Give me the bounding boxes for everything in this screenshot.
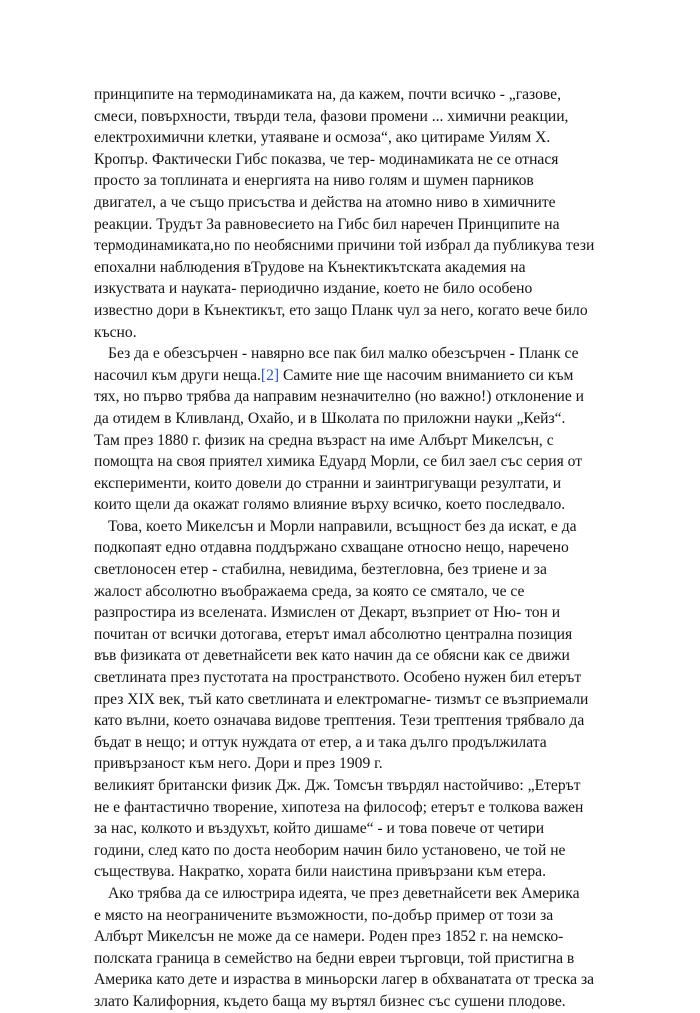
- text-line: години, след като по доста необорим начин било установено, че той не: [94, 841, 566, 859]
- text-line: експерименти, които довели до странни и заинтригуващи резултати, и: [94, 474, 562, 492]
- text-line: Кропър. Фактически Гибс показва, че тер- модинамиката не се отнася: [94, 150, 559, 168]
- footnote-link[interactable]: [2]: [260, 366, 280, 384]
- text-line: през XIX век, тъй като светлината и електромагне- тизмът се възприемали: [94, 690, 589, 708]
- text-line: за нас, колкото и въздухът, който дишаме“ - и това повече от четири: [94, 820, 545, 838]
- text-line: епохални наблюдения вТрудове на Кънектикътската академия на: [94, 258, 526, 276]
- text-line: като вълни, което означава видове трептения. Тези трептения трябвало да: [94, 712, 585, 730]
- text-line: помощта на своя приятел химика Едуард Морли, се бил заел със серия от: [94, 453, 583, 471]
- text-line: Ако трябва да се илюстрира идеята, че през деветнайсети век Америка: [108, 884, 580, 902]
- text-line: почитан от всички дотогава, етерът имал абсолютно централна позиция: [94, 625, 573, 643]
- text-line: светлоносен етер - стабилна, невидима, безтегловна, без триене и за: [94, 561, 547, 579]
- text-line: смеси, повърхности, твърди тела, фазови промени ... химични реакции,: [94, 107, 569, 125]
- paragraph-1: [94, 84, 634, 343]
- text-line: просто за топлината и енергията на ниво голям и шумен парников: [94, 172, 534, 190]
- text-line: съществува. Накратко, хората били наистина привързани към етера.: [94, 863, 546, 881]
- paragraph-5: [94, 883, 634, 1013]
- text-line: да отидем в Кливланд, Охайо, и в Школата по приложни науки „Кейз“.: [94, 409, 566, 427]
- paragraph-4: [94, 775, 634, 883]
- text-line: термодинамиката,но по необясними причини той избрал да публикува тези: [94, 237, 595, 255]
- text-line: Америка като дете и израства в миньорски лагер в обхванатата от треска за: [94, 971, 595, 989]
- text-line: реакции. Трудът За равновесието на Гибс бил наречен Принципите на: [94, 215, 560, 233]
- text-line: полската граница в семейство на бедни евреи търговци, той пристигна в: [94, 949, 575, 967]
- text-line: злато Калифорния, където баща му въртял бизнес със сушени плодове.: [94, 992, 566, 1010]
- text-line: е място на неограничените възможности, по-добър пример от този за: [94, 906, 554, 924]
- text-line: Албърт Микелсън не може да се намери. Роден през 1852 г. на немско-: [94, 928, 564, 946]
- text-line: изкуствата и науката- периодично издание, което не било особено: [94, 280, 533, 298]
- text-line: които щели да окажат голямо влияние върху всичко, което последвало.: [94, 496, 566, 514]
- text-line: във физиката от деветнайсети век като начин да се обясни как се движи: [94, 647, 570, 665]
- text-line: принципите на термодинамиката на, да кажем, почти всичко - „газове,: [94, 86, 561, 103]
- text-line: известно дори в Кънектикът, ето защо Планк чул за него, когато вече било: [94, 301, 588, 319]
- text-line: привързаност към него. Дори и през 1909 г.: [94, 755, 383, 773]
- text-line: разпростира из вселената. Измислен от Декарт, възприет от Ню- тон и: [94, 604, 561, 622]
- text-line: великият британски физик Дж. Дж. Томсън твърдял настойчиво: „Етерът: [94, 777, 581, 794]
- paragraph-3: [94, 516, 634, 775]
- text-line: бъдат в нещо; и оттук нуждата от етер, а и така дълго продължилата: [94, 733, 547, 751]
- text-segment: насочил към други неща.: [94, 366, 261, 384]
- text-line: електрохимични клетки, утаяване и осмоза“, ако цитираме Уилям Х.: [94, 129, 551, 147]
- paragraph-2: [94, 343, 634, 516]
- text-line: двигател, а че също присъства и действа на атомно ниво в химичните: [94, 193, 556, 211]
- text-line: Без да е обезсърчен - навярно все пак бил малко обезсърчен - Планк се: [108, 345, 579, 363]
- text-line: късно.: [94, 323, 137, 341]
- text-line: не е фантастично творение, хипотеза на философ; етерът е толкова важен: [94, 798, 584, 816]
- document-body: [94, 84, 634, 1013]
- text-line: Това, което Микелсън и Морли направили, всъщност без да искат, е да: [108, 517, 577, 535]
- text-line: тях, но първо трябва да направим незначително (но важно!) отклонение и: [94, 388, 585, 406]
- text-line: Там през 1880 г. физик на средна възраст на име Албърт Микелсън, с: [94, 431, 554, 449]
- text-line-with-footnote: [94, 365, 634, 387]
- text-line: подкопаят едно отдавна поддържано схващане относно нещо, наречено: [94, 539, 569, 557]
- text-line: светлината през пустотата на пространството. Особено нужен бил етерът: [94, 669, 582, 687]
- text-line: жалост абсолютно въображаема среда, за която се смятало, че се: [94, 582, 525, 600]
- text-segment: Самите ние ще насочим вниманието си към: [279, 366, 574, 384]
